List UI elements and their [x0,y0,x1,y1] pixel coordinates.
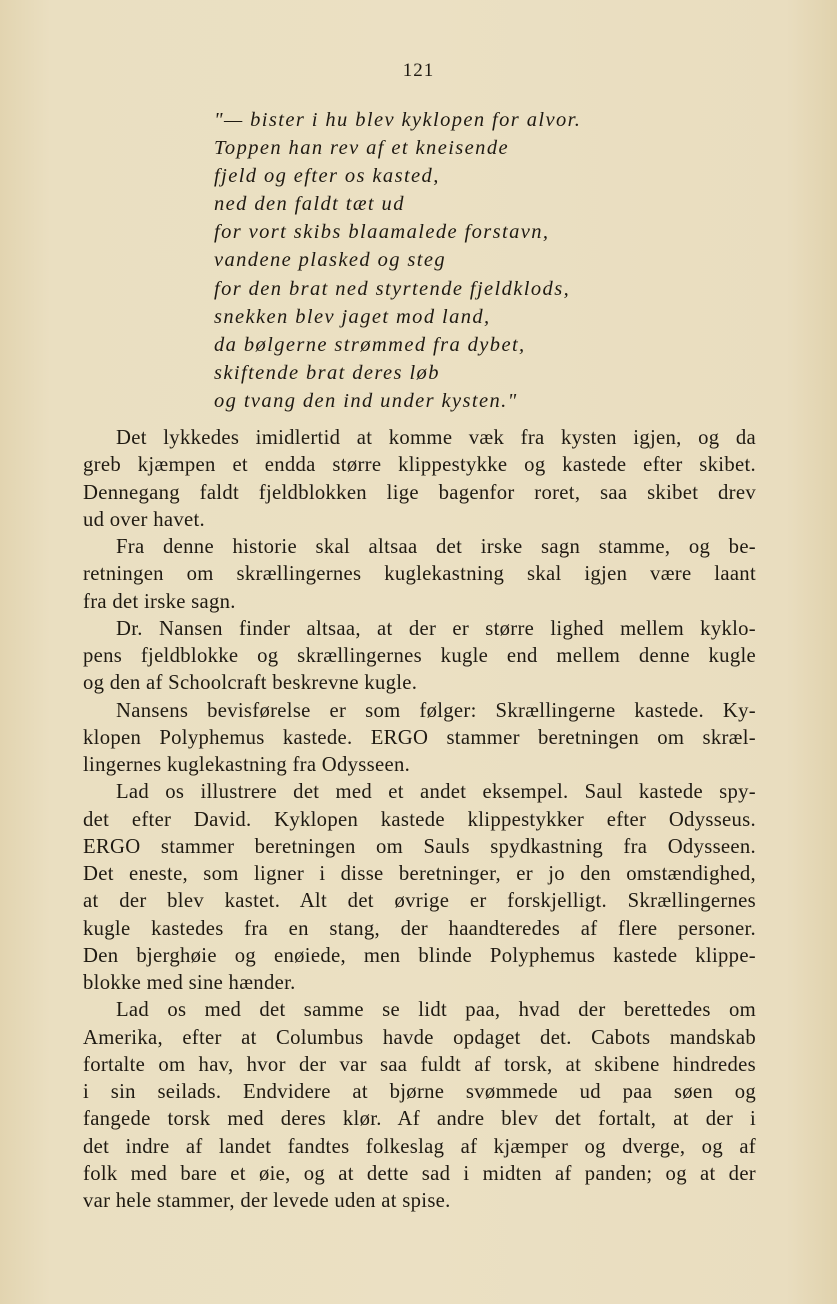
text-line: blokke med sine hænder. [83,972,296,994]
text-line: fangede torsk med deres klør. Af andre blev det fortalt, at der i [83,1108,756,1131]
poem-quotation [214,106,774,415]
text-line: Dennegang faldt fjeldblokken lige bagenfor roret, saa skibet drev [83,481,756,504]
text-line: retningen om skrællingernes kuglekastning skal igjen være laant [83,563,756,586]
text-line: fortalte om hav, hvor der var saa fuldt af torsk, at skibene hindredes [83,1053,756,1076]
text-line: ERGO stammer beretningen om Sauls spydkastning fra Odysseen. [83,835,756,858]
text-line: det efter David. Kyklopen kastede klippestykker efter Odysseus. [83,808,756,831]
page-number: 121 [402,60,435,81]
poem-line: for vort skibs blaamalede forstavn, [214,221,550,244]
text-line: ud over havet. [83,508,205,531]
text-line: Fra denne historie skal altsaa det irske sagn stamme, og be- [116,536,756,558]
text-line: fra det irske sagn. [83,590,236,613]
poem-line: snekken blev jaget mod land, [214,305,491,328]
poem-line: for den brat ned styrtende fjeldklods, [214,277,571,300]
text-line: at der blev kastet. Alt det øvrige er forskjelligt. Skrællingernes [83,890,756,913]
poem-line: Toppen han rev af et kneisende [214,137,509,160]
poem-line: og tvang den ind under kysten." [214,389,518,412]
text-line: var hele stammer, der levede uden at spise. [83,1190,451,1212]
poem-line: "— bister i hu blev kyklopen for alvor. [214,109,582,131]
poem-line: vandene plasked og steg [214,249,447,272]
text-line: lingernes kuglekastning fra Odysseen. [83,754,411,776]
body-text [83,425,756,1215]
text-line: det indre af landet fandtes folkeslag af kjæmper og dverge, og af [83,1135,756,1158]
text-line: Dr. Nansen finder altsaa, at der er større lighed mellem kyklo- [116,617,756,640]
text-line: i sin seilads. Endvidere at bjørne svømmede ud paa søen og [83,1081,756,1103]
poem-line: fjeld og efter os kasted, [214,165,440,188]
text-line: Nansens bevisførelse er som følger: Skrællingerne kastede. Ky- [116,699,756,722]
text-line: Lad os illustrere det med et andet eksempel. Saul kastede spy- [116,781,756,804]
text-line: Det eneste, som ligner i disse beretninger, er jo den omstændighed, [83,863,756,885]
text-line: folk med bare et øie, og at dette sad i midten af panden; og at der [83,1162,756,1185]
text-line: klopen Polyphemus kastede. ERGO stammer beretningen om skræl- [83,726,756,749]
poem-line: skiftende brat deres løb [214,361,440,384]
text-line: Amerika, efter at Columbus havde opdaget det. Cabots mandskab [83,1026,756,1049]
text-line: Det lykkedes imidlertid at komme væk fra kysten igjen, og da [116,427,756,449]
text-line: og den af Schoolcraft beskrevne kugle. [83,672,418,695]
text-line: pens fjeldblokke og skrællingernes kugle end mellem denne kugle [83,645,756,667]
text-line: Den bjerghøie og enøiede, men blinde Polyphemus kastede klippe- [83,944,756,967]
poem-line: da bølgerne strømmed fra dybet, [214,333,526,356]
poem-line: ned den faldt tæt ud [214,193,405,216]
text-line: greb kjæmpen et endda større klippestykke og kastede efter skibet. [83,454,756,477]
text-line: kugle kastedes fra en stang, der haandteredes af flere personer. [83,917,756,940]
text-line: Lad os med det samme se lidt paa, hvad der berettedes om [116,999,756,1022]
